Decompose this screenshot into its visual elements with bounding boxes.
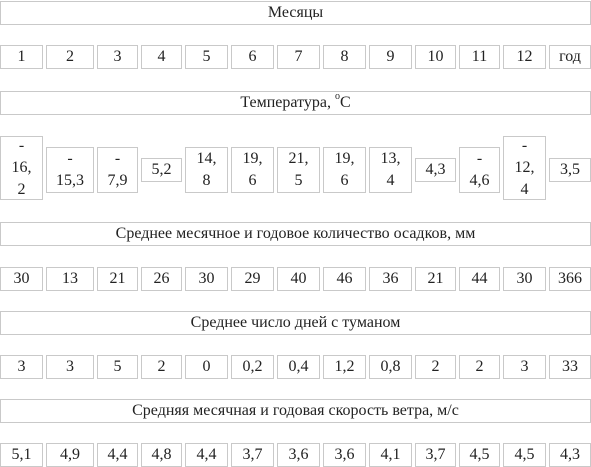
month-cell: 1	[0, 45, 43, 69]
fog-days-cell: 3	[0, 355, 43, 379]
fog-days-cell: 5	[97, 355, 138, 379]
precipitation-cell: 30	[185, 267, 228, 291]
temperature-cell: 5,2	[141, 158, 182, 182]
temperature-cell: - 12, 4	[503, 136, 546, 200]
precipitation-cell: 13	[46, 267, 94, 291]
fog-days-cell: 0	[185, 355, 228, 379]
precipitation-cell-year: 366	[549, 267, 591, 291]
fog-days-cell: 0,8	[369, 355, 412, 379]
wind-speed-cell: 4,9	[46, 443, 94, 467]
wind-speed-cell: 3,7	[415, 443, 456, 467]
temperature-cell: 19, 6	[323, 147, 366, 193]
temperature-cell: 4,3	[415, 158, 456, 182]
month-cell: 6	[231, 45, 274, 69]
temperature-cell: 19, 6	[231, 147, 274, 193]
section-title: Средняя месячная и годовая скорость ветра, м/с	[132, 402, 459, 419]
month-cell: 3	[97, 45, 138, 69]
month-cell: 8	[323, 45, 366, 69]
precipitation-cell: 29	[231, 267, 274, 291]
section-title: Среднее число дней с туманом	[190, 314, 401, 331]
fog-days-cell: 3	[503, 355, 546, 379]
month-cell: 4	[141, 45, 182, 69]
precipitation-cell: 21	[97, 267, 138, 291]
temperature-cell: 13, 4	[369, 147, 412, 193]
wind-speed-cell: 4,5	[503, 443, 546, 467]
temperature-cell-year: 3,5	[549, 158, 591, 182]
wind-speed-cell: 4,5	[459, 443, 500, 467]
section-header-precipitation	[0, 222, 591, 246]
precipitation-cell: 36	[369, 267, 412, 291]
wind-speed-cell-year: 4,3	[549, 443, 591, 467]
temperature-cell: - 16, 2	[0, 136, 43, 200]
fog-days-cell: 2	[415, 355, 456, 379]
month-cell: 5	[185, 45, 228, 69]
wind-speed-cell: 3,6	[277, 443, 320, 467]
precipitation-cell: 46	[323, 267, 366, 291]
wind-speed-cell: 4,4	[185, 443, 228, 467]
fog-days-cell-year: 33	[549, 355, 591, 379]
wind-speed-cell: 5,1	[0, 443, 43, 467]
month-cell: 12	[503, 45, 546, 69]
temperature-cell: 21, 5	[277, 147, 320, 193]
month-cell: 10	[415, 45, 456, 69]
fog-days-cell: 2	[141, 355, 182, 379]
temperature-cell: 14, 8	[185, 147, 228, 193]
fog-days-cell: 1,2	[323, 355, 366, 379]
section-title: Месяцы	[267, 4, 324, 21]
wind-speed-cell: 4,1	[369, 443, 412, 467]
precipitation-cell: 44	[459, 267, 500, 291]
wind-speed-cell: 3,7	[231, 443, 274, 467]
month-cell: 2	[46, 45, 94, 69]
wind-speed-cell: 4,4	[97, 443, 138, 467]
fog-days-cell: 3	[46, 355, 94, 379]
month-cell: 7	[277, 45, 320, 69]
fog-days-cell: 0,4	[277, 355, 320, 379]
month-cell: 11	[459, 45, 500, 69]
month-cell-year: год	[549, 45, 591, 69]
section-header-wind-speed	[0, 399, 591, 423]
precipitation-cell: 40	[277, 267, 320, 291]
precipitation-cell: 26	[141, 267, 182, 291]
temperature-cell: - 4,6	[459, 147, 500, 193]
section-title: Температура, $^o$С	[240, 90, 351, 111]
wind-speed-cell: 4,8	[141, 443, 182, 467]
wind-speed-cell: 3,6	[323, 443, 366, 467]
month-cell: 9	[369, 45, 412, 69]
section-header-fog-days	[0, 311, 591, 335]
precipitation-cell: 30	[503, 267, 546, 291]
fog-days-cell: 2	[459, 355, 500, 379]
temperature-cell: - 15,3	[46, 147, 94, 193]
section-header-temperature	[0, 91, 591, 115]
section-header-months	[0, 1, 591, 25]
section-title: Среднее месячное и годовое количество осадков, мм	[115, 225, 476, 242]
precipitation-cell: 30	[0, 267, 43, 291]
temperature-cell: - 7,9	[97, 147, 138, 193]
fog-days-cell: 0,2	[231, 355, 274, 379]
precipitation-cell: 21	[415, 267, 456, 291]
